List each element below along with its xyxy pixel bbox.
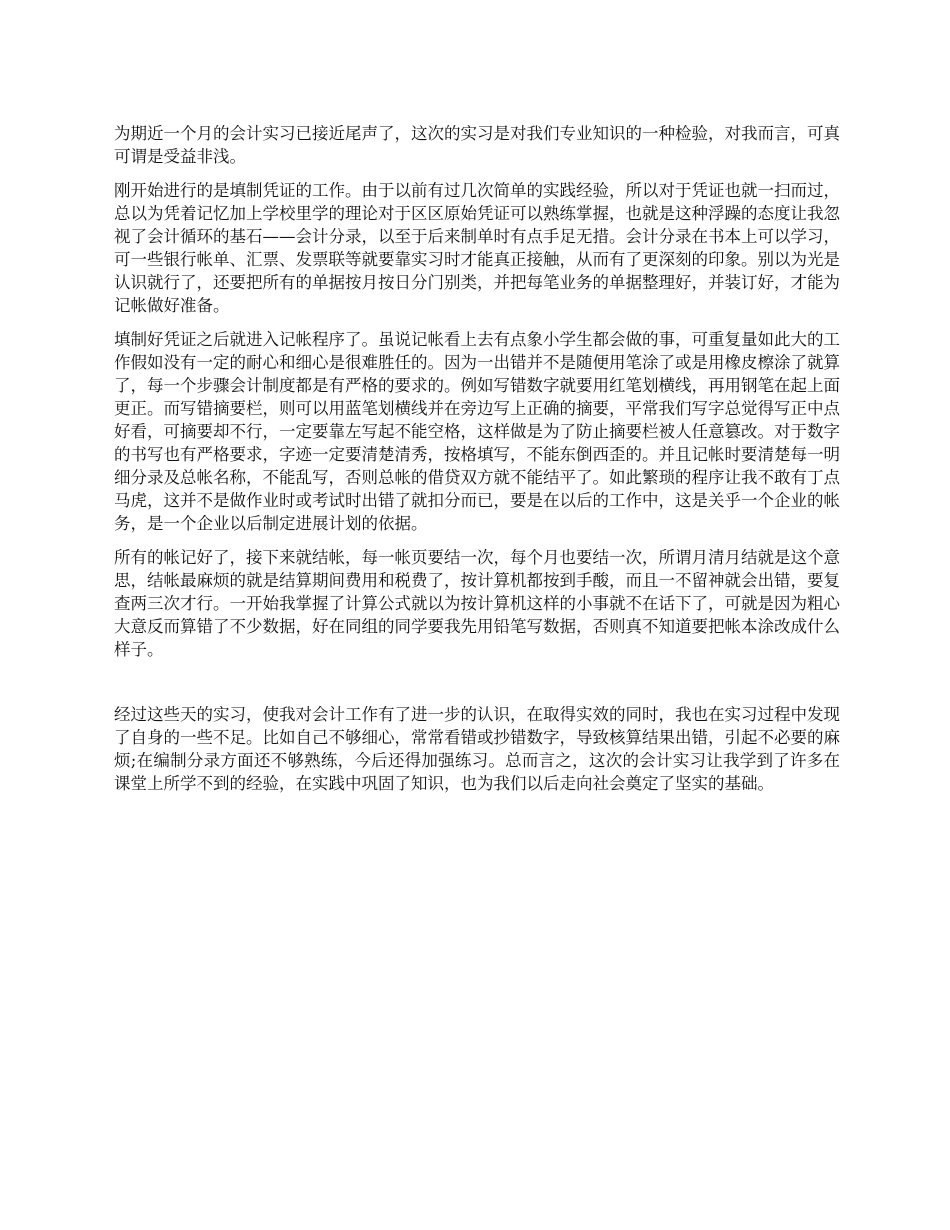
document-body bbox=[114, 122, 840, 806]
paragraph-vouchers: 刚开始进行的是填制凭证的工作。由于以前有过几次简单的实践经验，所以对于凭证也就一扫而过，总以为凭着记忆加上学校里学的理论对于区区原始凭证可以熟练掌握，也就是这种浮躁的态度让我忽视了会计循环的基石——会计分录，以至于后来制单时有点手足无措。会计分录在书本上可以学习，可一些银行帐单、汇票、发票联等就要靠实习时才能真正接触，从而有了更深刻的印象。别以为光是认识就行了，还要把所有的单据按月按日分门别类，并把每笔业务的单据整理好，并装订好，才能为记帐做好准备。 bbox=[114, 181, 840, 315]
paragraph-closing-accounts: 所有的帐记好了，接下来就结帐，每一帐页要结一次，每个月也要结一次，所谓月清月结就是这个意思，结帐最麻烦的就是结算期间费用和税费了，按计算机都按到手酸，而且一不留神就会出错，要复查两三次才行。一开始我掌握了计算公式就以为按计算机这样的小事就不在话下了，可就是因为粗心大意反而算错了不少数据，好在同组的同学要我先用铅笔写数据，否则真不知道要把帐本涂改成什么样子。 bbox=[114, 548, 840, 659]
paragraph-bookkeeping: 填制好凭证之后就进入记帐程序了。虽说记帐看上去有点象小学生都会做的事，可重复量如此大的工作假如没有一定的耐心和细心是很难胜任的。因为一出错并不是随便用笔涂了或是用橡皮檫涂了就算了，每一个步骤会计制度都是有严格的要求的。例如写错数字就要用红笔划横线，再用钢笔在起上面更正。而写错摘要栏，则可以用蓝笔划横线并在旁边写上正确的摘要，平常我们写字总觉得写正中点好看，可摘要却不行，一定要靠左写起不能空格，这样做是为了防止摘要栏被人任意篡改。对于数字的书写也有严格要求，字迹一定要清楚清秀，按格填写，不能东倒西歪的。并且记帐时要清楚每一明细分录及总帐名称，不能乱写，否则总帐的借贷双方就不能结平了。如此繁琐的程序让我不敢有丁点马虎，这并不是做作业时或考试时出错了就扣分而已，要是在以后的工作中，这是关乎一个企业的帐务，是一个企业以后制定进展计划的依据。 bbox=[114, 330, 840, 533]
paragraph-intro: 为期近一个月的会计实习已接近尾声了，这次的实习是对我们专业知识的一种检验，对我而言，可真可谓是受益非浅。 bbox=[114, 124, 840, 166]
paragraph-conclusion: 经过这些天的实习，使我对会计工作有了进一步的认识，在取得实效的同时，我也在实习过程中发现了自身的一些不足。比如自己不够细心，常常看错或抄错数字，导致核算结果出错，引起不必要的麻烦;在编制分录方面还不够熟练，今后还得加强练习。总而言之，这次的会计实习让我学到了许多在课堂上所学不到的经验，在实践中巩固了知识，也为我们以后走向社会奠定了坚实的基础。 bbox=[114, 705, 840, 793]
